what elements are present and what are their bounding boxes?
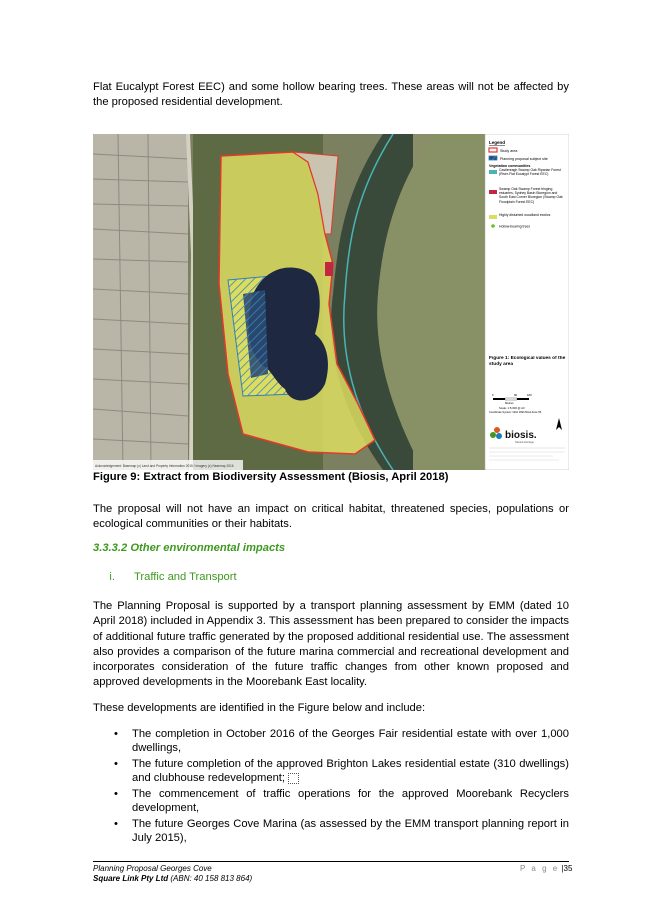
legend-item-swamp-oak: Swamp Oak Swamp Forest fringing estuaries, Sydney Basin Bioregion and South East Corner Bioregion (Swamp Oak Floodplain Forest EEC) xyxy=(499,187,563,204)
traffic-subheading xyxy=(93,571,237,583)
svg-text:Metres: Metres xyxy=(505,401,514,405)
biodiversity-map-figure xyxy=(93,134,569,470)
transport-paragraph: The Planning Proposal is supported by a transport planning assessment by EMM (dated 10 April 2018) included in Appendix 3. This assessment has been prepared to consider the impacts of additional future traffic generated by the proposed additional residential use. The assessment also provides a comparison of the future marina commercial and recreational development and incorporates consideration of the future traffic changes from other known proposed and approved developments in the Moorebank East locality. xyxy=(93,600,569,689)
legend-item-disturbed: Highly disturbed woodland exotics xyxy=(499,213,551,217)
legend-item-hollow: Hollow-bearing trees xyxy=(499,224,531,229)
svg-text:Coordinate System: GDA 1994 MG: Coordinate System: GDA 1994 MGA Zone 56 xyxy=(489,411,542,414)
swamp-oak-patch xyxy=(325,262,333,276)
map-credit: Acknowledgement: Basemap (c) Land and Property Information 2015 / Imagery (c) Nearmap 2016 xyxy=(95,464,234,468)
traffic-number: i. xyxy=(109,571,115,583)
legend-swatch-subject-site xyxy=(489,156,497,160)
svg-text:Scale: 1:5,000 @ A3: Scale: 1:5,000 @ A3 xyxy=(499,406,525,410)
svg-text:0: 0 xyxy=(492,393,494,397)
svg-text:biosis.: biosis. xyxy=(505,430,537,441)
legend-swatch-riparian xyxy=(489,170,497,174)
developments-intro: These developments are identified in the Figure below and include: xyxy=(93,702,426,714)
figure-caption: Figure 9: Extract from Biodiversity Assessment (Biosis, April 2018) xyxy=(93,471,449,483)
intro-paragraph: Flat Eucalypt Forest EEC) and some hollow bearing trees. These areas will not be affected by the proposed residential development. xyxy=(93,81,569,109)
legend-item-riparian: Castlereagh Swamp Oak Riparian Forest (River-Flat Eucalypt Forest EEC) xyxy=(499,168,561,177)
footer-abn: (ABN: 40 158 813 864) xyxy=(170,874,253,883)
svg-text:180: 180 xyxy=(527,393,532,397)
footer-divider xyxy=(93,861,569,862)
legend-swatch-disturbed xyxy=(489,215,497,219)
legend-swatch-hollow xyxy=(491,224,495,228)
legend-swatch-swamp-oak xyxy=(489,190,497,194)
impact-paragraph: The proposal will not have an impact on critical habitat, threatened species, populations or ecological communities or their habitats. xyxy=(93,503,569,531)
section-heading: 3.3.3.2 Other environmental impacts xyxy=(93,542,286,554)
list-item: • The future Georges Cove Marina (as assessed by the EMM transport planning report in July 2015), xyxy=(114,818,569,844)
bullet-icon: • xyxy=(114,818,118,830)
bullet-icon: • xyxy=(114,728,118,740)
suburb-area xyxy=(93,134,188,470)
legend-item-study-area: Study area xyxy=(500,149,518,153)
map-figure-title: Figure 1: Ecological values of the study area xyxy=(489,356,566,367)
traffic-label: Traffic and Transport xyxy=(134,571,237,583)
bullet-icon: • xyxy=(114,788,118,800)
list-item: • The commencement of traffic operations for the approved Moorebank Recyclers development, xyxy=(114,788,569,814)
legend-title: Legend xyxy=(489,140,506,145)
svg-text:90: 90 xyxy=(514,393,518,397)
developments-list xyxy=(93,727,569,847)
list-item: • The future completion of the approved Brighton Lakes residential estate (310 dwellings) and clubhouse redevelopment; xyxy=(114,758,569,784)
list-item: • The completion in October 2016 of the Georges Fair residential estate with over 1,000 dwellings, xyxy=(114,728,569,754)
bullet-icon: • xyxy=(114,758,118,770)
legend-item-subject-site: Planning proposal subject site xyxy=(500,157,548,161)
footer-company: Square Link Pty Ltd (ABN: 40 158 813 864) xyxy=(93,874,253,883)
svg-text:Natural Heritage: Natural Heritage xyxy=(515,441,534,444)
footer-page-number: P a g e |35 xyxy=(520,864,573,873)
placeholder-box-icon xyxy=(288,773,299,784)
footer-document-title: Planning Proposal Georges Cove xyxy=(93,864,212,873)
legend-section-title: Vegetation communities xyxy=(489,164,531,168)
